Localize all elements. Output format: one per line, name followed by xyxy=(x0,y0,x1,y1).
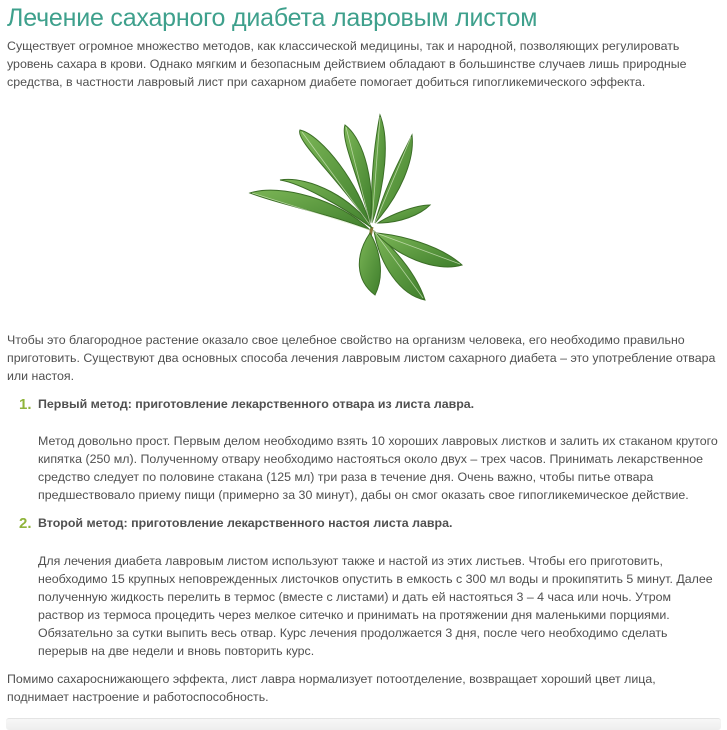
method-1-body: Метод довольно прост. Первым делом необходимо взять 10 хороших лавровых листков и залить их стаканом крутого кипятка (250 мл). Полученному отвару необходимо настояться около двух – трех часов. Принимать лекарственное средство следует по половине стакана (125 мл) три раза в течение дня. Очень важно, чтобы питье отвара предшествовало приему пищи (примерно за 30 минут), дабы он смог оказать свое гипогликемическое действие. xyxy=(38,434,718,502)
method-2-heading: Второй метод: приготовление лекарственного настоя листа лавра. xyxy=(38,516,453,530)
method-1-heading: Первый метод: приготовление лекарственного отвара из листа лавра. xyxy=(38,397,475,411)
method-1-number: 1. xyxy=(19,396,32,413)
method-2-number: 2. xyxy=(19,515,32,532)
final-paragraph: Помимо сахароснижающего эффекта, лист лавра нормализует потоотделение, возвращает хороший цвет лица, поднимает настроение и работоспособность. xyxy=(7,672,656,704)
method-2-body: Для лечения диабета лавровым листом используют также и настой из этих листьев. Чтобы его приготовить, необходимо 15 крупных неповрежденных листочков опустить в емкость с 300 мл воды и прокипятить 5 минут. Далее полученную жидкость перелить в термос (вместе с листами) и дать ей настояться 3 – 4 часа или ночь. Утром раствор из термоса процедить через мелкое ситечко и принимать на протяжении дня маленькими порциями. Обязательно за сутки выпить весь отвар. Курс лечения продолжается 3 дня, после чего необходимо сделать перерыв на две недели и вновь повторить курс. xyxy=(38,554,713,658)
method-intro-paragraph: Чтобы это благородное растение оказало свое целебное свойство на организм человека, его необходимо правильно приготовить. Существуют два основных способа лечения лавровым листом сахарного диабета – это употребление отвара или настоя. xyxy=(7,333,716,383)
page-title: Лечение сахарного диабета лавровым листом xyxy=(7,4,538,32)
footer-divider xyxy=(6,718,721,730)
bay-leaves-image xyxy=(240,105,470,305)
intro-paragraph: Существует огромное множество методов, как классической медицины, так и народной, позволяющих регулировать уровень сахара в крови. Однако мягким и безопасным действием обладают в большинстве случаев лишь природные средства, в частности лавровый лист при сахарном диабете помогает добиться гипогликемического эффекта. xyxy=(7,39,687,89)
